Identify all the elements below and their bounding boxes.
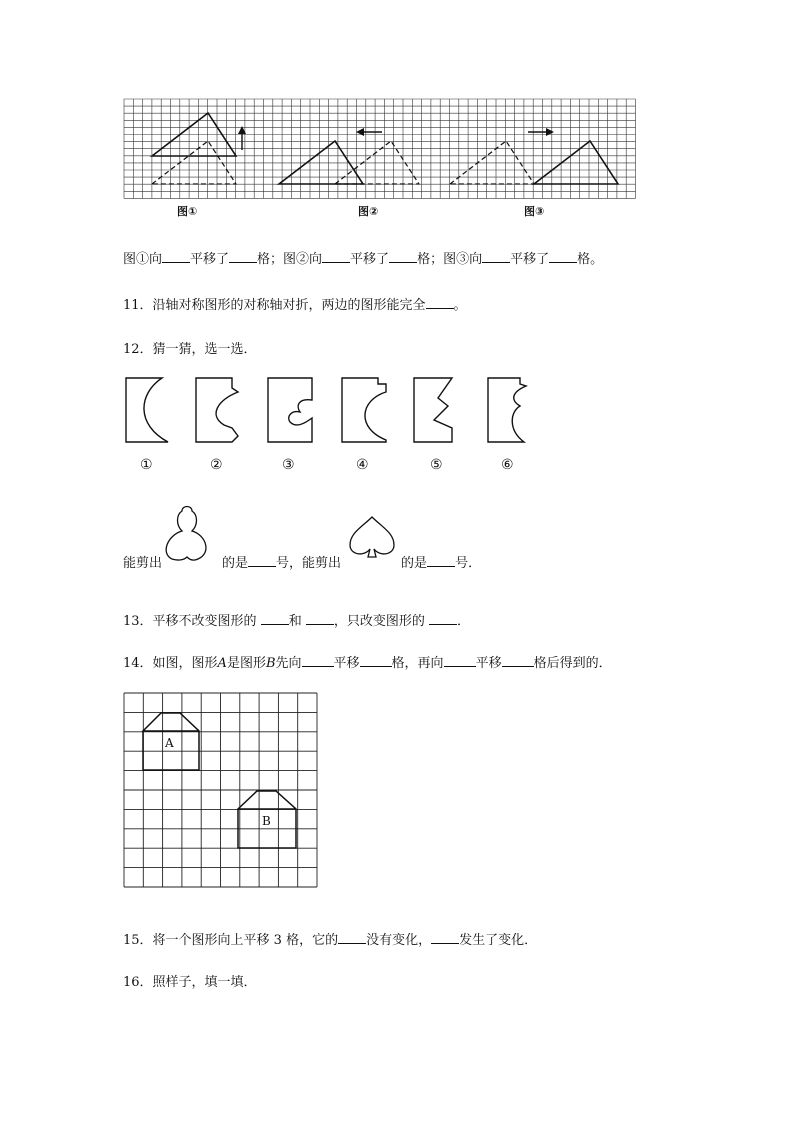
- shape-label-6: ⑥: [501, 457, 514, 473]
- q10-text-1: 图①向: [123, 252, 163, 267]
- q15-line: [123, 929, 537, 948]
- q10-text-6: 平移了: [510, 252, 550, 267]
- q15-text-2: 没有变化，: [366, 933, 432, 948]
- q10-text-3: 格；图②向: [257, 252, 323, 267]
- q10-text-4: 平移了: [350, 252, 390, 267]
- q14-text-6: 平移: [475, 656, 502, 671]
- q14-text-4: 平移: [333, 656, 360, 671]
- house-b-label: B: [262, 814, 271, 828]
- q10-text-7: 格。: [577, 252, 604, 267]
- q14-text-1: 14．如图，图形: [123, 656, 218, 671]
- shape-label-1: ①: [140, 457, 153, 473]
- shape-label-2: ②: [210, 457, 223, 473]
- q15-blank-1[interactable]: [338, 931, 366, 944]
- q16-line: 16．照样子，填一填．: [123, 975, 257, 990]
- fig3-label: 图③: [524, 205, 545, 218]
- q12-text-2: 的是: [222, 556, 249, 571]
- q14-text-7: 格后得到的．: [533, 656, 612, 671]
- q15-text-3: 发生了变化．: [459, 933, 538, 948]
- q12-text-5: 号．: [455, 556, 482, 571]
- fig1-label: 图①: [177, 205, 198, 218]
- shape-label-3: ③: [282, 457, 295, 473]
- q10-text-5: 格；图③向: [417, 252, 483, 267]
- q15-blank-2[interactable]: [431, 931, 459, 944]
- q14-text-3: 先向: [275, 656, 302, 671]
- house-a-label: A: [165, 736, 174, 750]
- q13-text-2: 和: [288, 614, 302, 629]
- q14-var-b: B: [265, 656, 276, 671]
- q14-var-a: A: [217, 656, 227, 671]
- q10-text-2: 平移了: [190, 252, 230, 267]
- q12-text-1: 能剪出: [123, 556, 163, 571]
- q14-text-2: 是图形: [226, 656, 266, 671]
- q12-title: 12．猜一猜，选一选．: [123, 342, 257, 357]
- shape-label-4: ④: [356, 457, 369, 473]
- q13-text-1: 13．平移不改变图形的: [123, 614, 257, 629]
- q12-text-3: 号，能剪出: [276, 556, 342, 571]
- q13-text-3: ，只改变图形的: [333, 614, 425, 629]
- fig2-label: 图②: [358, 205, 379, 218]
- q14-text-5: 格，再向: [391, 656, 444, 671]
- q13-text-4: ．: [457, 614, 471, 629]
- q11-text: 11．沿轴对称图形的对称轴对折，两边的图形能完全: [123, 298, 426, 313]
- q15-text-1: 15．将一个图形向上平移 3 格，它的: [123, 933, 339, 948]
- q12-text-4: 的是: [401, 556, 428, 571]
- shape-label-5: ⑤: [430, 457, 443, 473]
- q11-end: 。: [453, 298, 467, 313]
